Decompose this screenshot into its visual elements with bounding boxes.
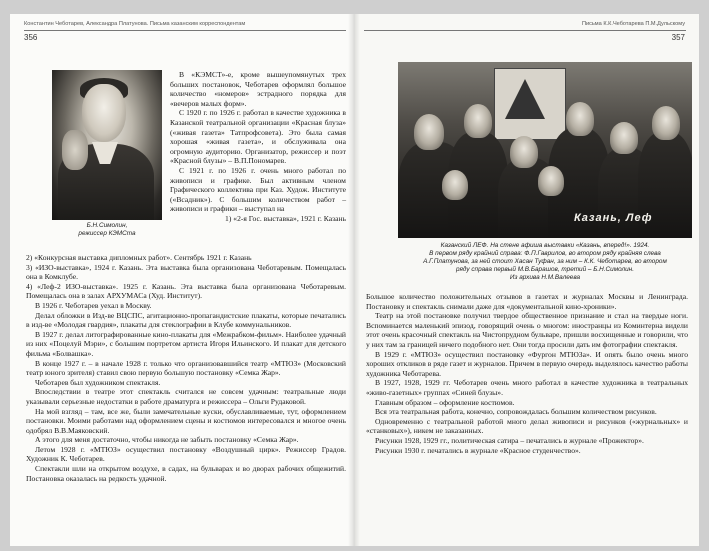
left-main-column: [26, 253, 346, 483]
paragraph: Впоследствии в театре этот спектакль считался не совсем удачным: театральные люди указывали серьезные недостатки в работе драматурга и режиссера – Ольги Рудаковой.: [26, 387, 346, 406]
right-page: [354, 14, 699, 546]
list-item: 4) «Леф-2 ИЗО-выставка». 1925 г. Казань. Эта выставка была организована Чеботаревым. Помещалась она в залах АРХУМАСа (Худ. Институт).: [26, 281, 346, 301]
left-page: [10, 14, 354, 546]
paragraph: Рисунки 1928, 1929 гг., политическая сатира – печатались в журнале «Прожектор».: [375, 435, 644, 445]
caption-line: Из архива Н.М.Валеева: [509, 274, 581, 281]
group-photo-caption: [398, 242, 692, 282]
right-header-rule: [364, 30, 686, 31]
portrait-caption-line: режиссер КЭМСта: [78, 230, 136, 237]
portrait-caption-line: Б.Н.Симолин,: [86, 222, 128, 229]
caption-line: Казанский ЛЕФ. На стене афиша выставки «Казань, вперед!». 1924.: [440, 242, 650, 249]
right-running-head: Письма К.К.Чеботарева П.М.Дульскому: [581, 21, 685, 27]
paragraph: Большое количество положительных отзывов в газетах и журналах Москвы и Ленинграда. Постановку и спектакль снимали даже для «документальной кино-хроники».: [366, 292, 688, 311]
paragraph: Одновременно с театральной работой много делал живописи и рисунков («журнальных» и «станковых»), никем не заказанных.: [366, 416, 688, 436]
paragraph: Рисунки 1930 г. печатались в журнале «Красное студенчество».: [375, 445, 581, 455]
right-page-number: 357: [671, 33, 685, 42]
right-main-column: [366, 292, 688, 455]
book-gutter: [348, 14, 360, 546]
paragraph: В конце 1927 г. – в начале 1928 г. только что организовавшийся театр «МТЮЗ» (Московский театр юного зрителя) ставил свою первую большую постановку «Семка Жар».: [26, 358, 346, 378]
paragraph: В 1927, 1928, 1929 гг. Чеботарев очень много работал в качестве художника в театральных «живо-газетных» группах «Синей блузы».: [366, 378, 688, 397]
caption-line: А.Г.Платунова, за ней стоит Хасан Туфан, за ним – К.К. Чеботарев, во втором: [423, 258, 667, 265]
paragraph: Летом 1928 г. «МТЮЗ» осуществил постановку «Воздушный цирк». Режиссер Градов. Художник К. Чеботарев.: [26, 444, 346, 464]
portrait-caption: [52, 222, 162, 238]
paragraph: Спектакли шли на открытом воздухе, в садах, на бульварах и во дворах рабочих общежитий. Постановка оказалась на редкость удачной.: [26, 464, 346, 483]
caption-line: ряду справа первый М.В.Барашов, третий – Б.Н.Симолин.: [456, 266, 634, 273]
kazan-lef-group-photo: [398, 62, 692, 238]
paragraph: В 1926 г. Чеботарев уехал в Москву.: [35, 300, 152, 310]
list-item: 2) «Конкурсная выставка дипломных работ». Сентябрь 1921 г. Казань: [26, 253, 252, 262]
paragraph: Чеботарев был художником спектакля.: [35, 377, 161, 387]
list-item: 3) «ИЗО-выставка», 1924 г. Казань. Эта выставка была организована Чеботаревым. Помещалась она в Комклубе.: [26, 262, 346, 282]
simolin-portrait-photo: [52, 70, 162, 220]
paragraph: Главным образом – оформление костюмов.: [375, 397, 515, 407]
left-running-head: Константин Чеботарев, Александра Платунова. Письма казанским корреспондентам: [24, 21, 246, 27]
paragraph: Вся эта театральная работа, конечно, сопровождалась большим количеством рисунков.: [375, 407, 657, 417]
paragraph: В 1929 г. «МТЮЗ» осуществил постановку «Фургон МТЮЗа». И опять было очень много хороших откликов в ряде газет и журналов. Причем в первую очередь выделялось качество работы художника Чеботарева.: [366, 349, 688, 378]
paragraph: С 1920 г. по 1926 г. работал в качестве художника в Казанской театральной организации «Красная блуза» («живая газета» Татпрофсовета). Это была самая хорошая «живая газета», и обслуживала она огромную аудиторию. Организатор, режиссер и поэт «Красной блузы» – В.П.Пономарев.: [170, 108, 346, 166]
caption-line: В первом ряду крайний справа: Ф.П.Гаврилов, во втором ряду крайняя слева: [429, 250, 661, 257]
left-header-rule: [24, 30, 346, 31]
paragraph: С 1921 г. по 1926 г. очень много работал по живописи и графике. Был активным членом Графического коллектива при Каз. Худож. Институте («Всадник»). С большим количеством работ – живописи и графики – выступал на: [170, 165, 346, 214]
paragraph: На мой взгляд – там, все же, были замечательные куски, обуславливаемые, тут, оформлением постановки. Моими работами над оформлением сцены и костюмов интересовался и многое очень одобрял В.В.Маяковский.: [26, 406, 346, 435]
photo-sign-text: Казань, Леф: [574, 212, 653, 224]
left-side-column: [170, 70, 346, 224]
paragraph: В 1927 г. делал литографированные кино-плакаты для «Межрабком-фильм». Наиболее удачный из них «Поцелуй Мэри», с большим портретом артиста Игоря Ильинского. И плакат для детского фильма «Болвашка».: [26, 329, 346, 358]
paragraph: В «КЭМСТ»-е, кроме вышеупомянутых трех больших постановок, Чеботарев оформлял большое количество «номеров» эстрадного порядка для «вечеров малых форм».: [170, 70, 346, 108]
left-page-number: 356: [24, 33, 38, 42]
paragraph: Театр на этой постановке получил твердое общественное признание и стал на твердые ноги. Вспоминается маленький эпизод, говорящий очень о многом: иностранцы из Коминтерна видели этот очень красочный спектакль на Чистопрудном бульваре, пришли восхищенные и говорили, что у них там за границей ничего подобного нет. Они тогда просили дать им фотографии спектакля.: [366, 311, 688, 349]
paragraph: А этого для меня достаточно, чтобы никогда не забыть постановку «Семка Жар».: [35, 435, 299, 445]
paragraph: Делал обложки в Изд-ве ВЦСПС, агитационно-пропагандистские плакаты, которые печатались в изд-ве «Молодая гвардия», плакаты для стеклографии в Клубе коммунальников.: [26, 310, 346, 330]
list-item: 1) «2-я Гос. выставка», 1921 г. Казань: [225, 213, 346, 223]
